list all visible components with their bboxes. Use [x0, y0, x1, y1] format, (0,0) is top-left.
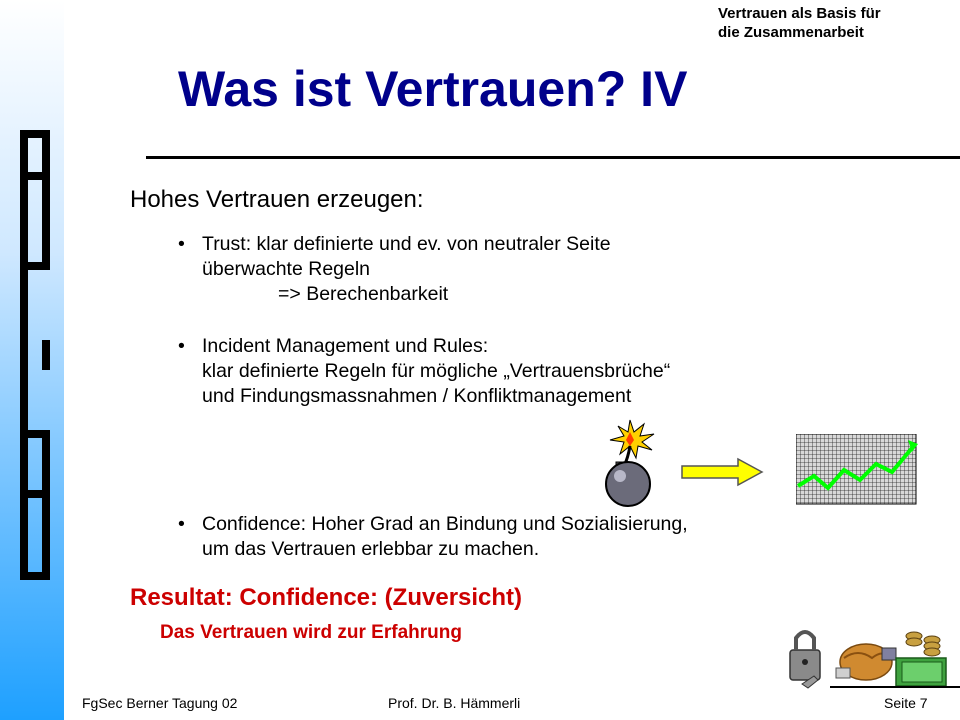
bullet-confidence-line1: Confidence: Hoher Grad an Bindung und Sozialisierung,: [202, 513, 688, 535]
bullet-dot: •: [178, 513, 185, 535]
header-topic: [718, 4, 881, 42]
result-heading: Resultat: Confidence: (Zuversicht): [130, 584, 523, 611]
sidebar-gradient: [0, 0, 64, 720]
slide-subtitle: Hohes Vertrauen erzeugen:: [130, 186, 424, 213]
title-divider: [146, 156, 960, 159]
rising-chart-icon: [796, 434, 920, 506]
footer-author: Prof. Dr. B. Hämmerli: [388, 695, 521, 711]
bullet-trust: [178, 232, 611, 307]
footer-divider: [830, 686, 960, 688]
header-topic-line1: Vertrauen als Basis für: [718, 5, 881, 22]
bullet-dot: •: [178, 335, 185, 357]
lock-handshake-money-icon: [788, 618, 952, 690]
bullet-incident: [178, 334, 670, 409]
bomb-icon: [598, 418, 670, 508]
bullet-trust-line1: Trust: klar definierte und ev. von neutraler Seite: [202, 233, 611, 255]
slide-title: Was ist Vertrauen? IV: [178, 61, 688, 117]
result-subline: Das Vertrauen wird zur Erfahrung: [160, 622, 462, 643]
bullet-dot: •: [178, 233, 185, 255]
header-topic-line2: die Zusammenarbeit: [718, 24, 864, 41]
bullet-trust-line2: überwachte Regeln: [202, 258, 371, 280]
bullet-confidence: [178, 512, 688, 562]
bullet-incident-line3: und Findungsmassnahmen / Konfliktmanagement: [202, 385, 632, 407]
footer-event: FgSec Berner Tagung 02: [82, 695, 238, 711]
bullet-trust-line3: => Berechenbarkeit: [278, 283, 449, 305]
bullet-confidence-line2: um das Vertrauen erlebbar zu machen.: [202, 538, 540, 560]
footer-page-number: Seite 7: [884, 695, 928, 711]
bullet-incident-line1: Incident Management und Rules:: [202, 335, 489, 357]
right-arrow-icon: [680, 457, 764, 487]
bullet-incident-line2: klar definierte Regeln für mögliche „Vertrauensbrüche“: [202, 360, 671, 382]
fgsec-logo-icon: [10, 130, 54, 580]
